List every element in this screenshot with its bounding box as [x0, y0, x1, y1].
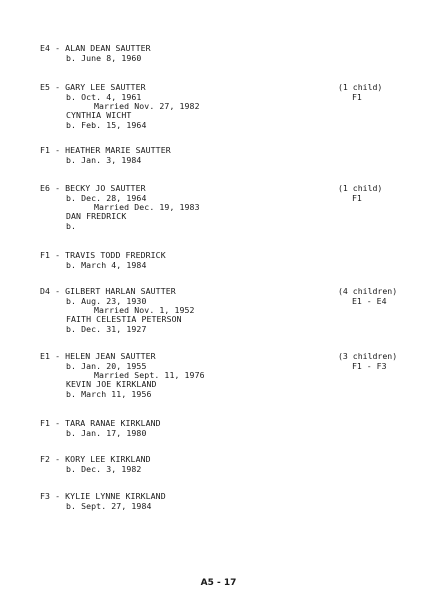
birth-date: b. Dec. 28, 1964 [66, 193, 147, 203]
birth-date: b. March 4, 1984 [66, 260, 147, 270]
entry-heading: F1 - TARA RANAE KIRKLAND [40, 418, 161, 428]
person-name: ALAN DEAN SAUTTER [65, 43, 151, 53]
birth-date: b. Jan. 20, 1955 [66, 361, 147, 371]
generation-code: E5 [40, 82, 51, 92]
entry-heading: F2 - KORY LEE KIRKLAND [40, 454, 151, 464]
children-count [338, 183, 383, 203]
children-count-label: (3 children) [338, 351, 398, 361]
entry-heading: F1 - TRAVIS TODD FREDRICK [40, 250, 166, 260]
spouse-name: FAITH CELESTIA PETERSON [66, 314, 182, 324]
page-number: A5 - 17 [200, 578, 237, 588]
birth-date: b. Jan. 3, 1984 [66, 155, 142, 165]
person-name: HELEN JEAN SAUTTER [65, 351, 156, 361]
children-range: E1 - E4 [352, 296, 387, 306]
spouse-name: KEVIN JOE KIRKLAND [66, 379, 157, 389]
marriage-date: Married Nov. 1, 1952 [94, 305, 195, 315]
children-count-label: (1 child) [338, 82, 383, 92]
children-count-label: (1 child) [338, 183, 383, 193]
entry-heading: E4 - ALAN DEAN SAUTTER [40, 43, 151, 53]
generation-code: E4 [40, 43, 51, 53]
generation-code: F3 [40, 491, 51, 501]
generation-code: F1 [40, 145, 51, 155]
person-name: KYLIE LYNNE KIRKLAND [65, 491, 166, 501]
marriage-date: Married Nov. 27, 1982 [94, 101, 200, 111]
spouse-birth-date: b. Dec. 31, 1927 [66, 324, 147, 334]
entry-heading: E5 - GARY LEE SAUTTER [40, 82, 146, 92]
children-count [338, 286, 398, 306]
marriage-date: Married Dec. 19, 1983 [94, 202, 200, 212]
children-range: F1 - F3 [352, 361, 387, 371]
person-name: HEATHER MARIE SAUTTER [65, 145, 171, 155]
birth-date: b. Aug. 23, 1930 [66, 296, 147, 306]
generation-code: F2 [40, 454, 51, 464]
entry-heading: F1 - HEATHER MARIE SAUTTER [40, 145, 171, 155]
person-name: GILBERT HARLAN SAUTTER [65, 286, 176, 296]
generation-code: E6 [40, 183, 51, 193]
spouse-birth-date: b. March 11, 1956 [66, 389, 152, 399]
spouse-name: DAN FREDRICK [66, 211, 127, 221]
generation-code: F1 [40, 250, 51, 260]
person-name: BECKY JO SAUTTER [65, 183, 146, 193]
person-name: GARY LEE SAUTTER [65, 82, 146, 92]
entry-heading: F3 - KYLIE LYNNE KIRKLAND [40, 491, 166, 501]
person-name: TRAVIS TODD FREDRICK [65, 250, 166, 260]
generation-code: F1 [40, 418, 51, 428]
spouse-name: CYNTHIA WICHT [66, 110, 132, 120]
children-count [338, 351, 398, 371]
birth-date: b. Dec. 3, 1982 [66, 464, 142, 474]
person-name: TARA RANAE KIRKLAND [65, 418, 161, 428]
entry-heading: E6 - BECKY JO SAUTTER [40, 183, 146, 193]
birth-date: b. Jan. 17, 1980 [66, 428, 147, 438]
person-name: KORY LEE KIRKLAND [65, 454, 151, 464]
birth-date: b. Oct. 4, 1961 [66, 92, 142, 102]
entry-heading: E1 - HELEN JEAN SAUTTER [40, 351, 156, 361]
birth-date: b. June 8, 1960 [66, 53, 142, 63]
generation-code: E1 [40, 351, 51, 361]
birth-date: b. Sept. 27, 1984 [66, 501, 152, 511]
children-range: F1 [352, 92, 362, 102]
children-count [338, 82, 383, 102]
spouse-birth-date: b. Feb. 15, 1964 [66, 120, 147, 130]
generation-code: D4 [40, 286, 51, 296]
entry-heading: D4 - GILBERT HARLAN SAUTTER [40, 286, 176, 296]
spouse-birth-date: b. [66, 221, 77, 231]
marriage-date: Married Sept. 11, 1976 [94, 370, 205, 380]
children-range: F1 [352, 193, 362, 203]
children-count-label: (4 children) [338, 286, 398, 296]
